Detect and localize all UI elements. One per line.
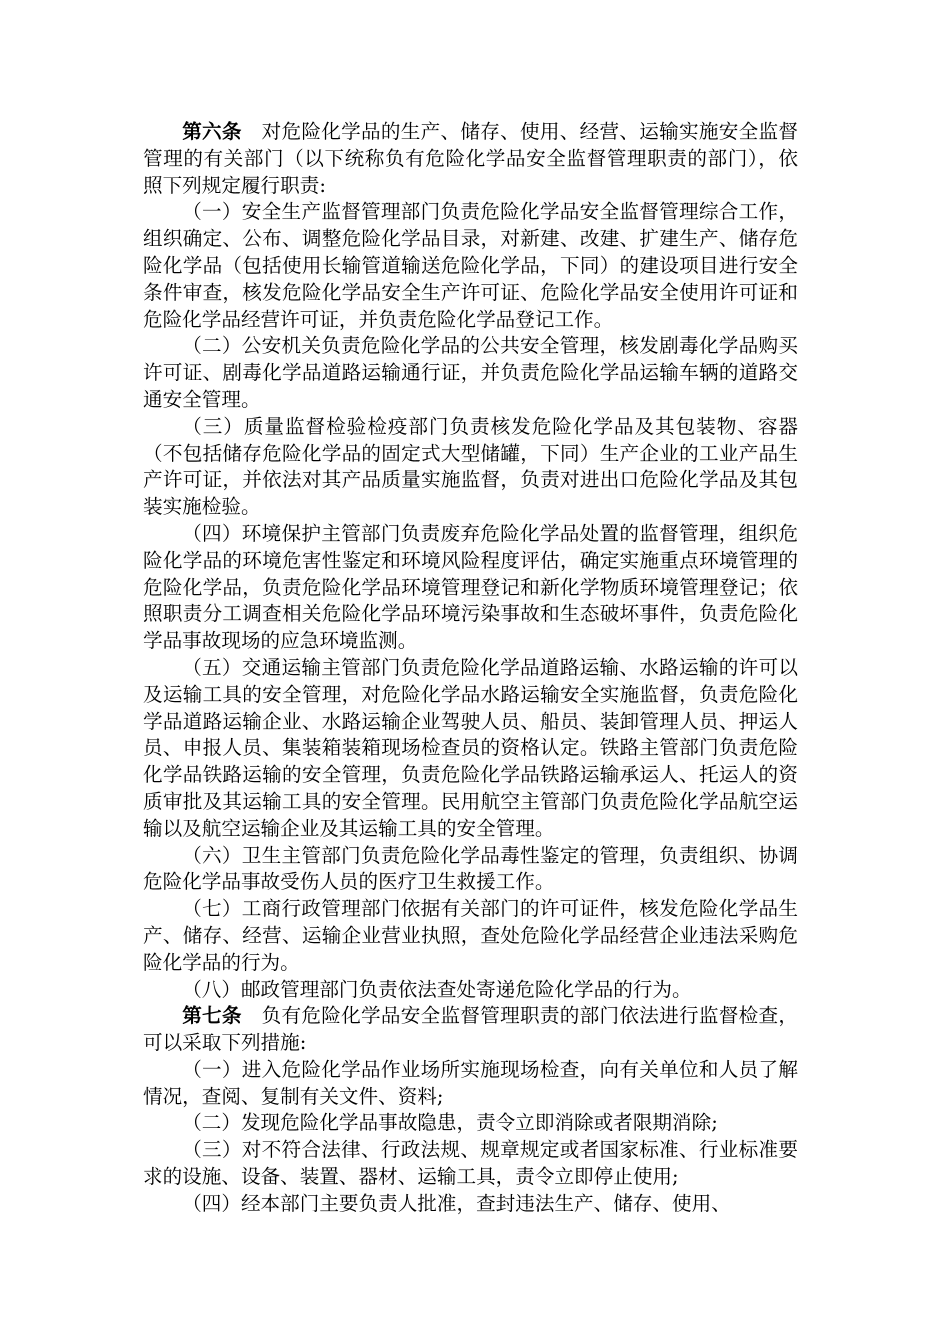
- article-7-item-1: （一）进入危险化学品作业场所实施现场检查，向有关单位和人员了解情况，查阅、复制有关文件、资料;: [143, 1057, 798, 1108]
- article-7-intro: [143, 1003, 798, 1057]
- article-6-item-7: （七）工商行政管理部门依据有关部门的许可证件，核发危险化学品生产、储存、经营、运输企业营业执照，查处危险化学品经营企业违法采购危险化学品的行为。: [143, 897, 798, 974]
- article-7-intro-text: 负有危险化学品安全监督管理职责的部门依法进行监督检查，可以采取下列措施:: [143, 1004, 799, 1055]
- article-7-item-4: （四）经本部门主要负责人批准，查封违法生产、储存、使用、: [182, 1191, 731, 1215]
- article-6-item-2: （二）公安机关负责危险化学品的公共安全管理，核发剧毒化学品购买许可证、剧毒化学品道路运输通行证，并负责危险化学品运输车辆的道路交通安全管理。: [143, 334, 798, 411]
- article-7-item-3: （三）对不符合法律、行政法规、规章规定或者国家标准、行业标准要求的设施、设备、装置、器材、运输工具，责令立即停止使用;: [143, 1138, 798, 1189]
- article-6-item-8: （八）邮政管理部门负责依法查处寄递危险化学品的行为。: [182, 977, 692, 1001]
- article-6-item-1: （一）安全生产监督管理部门负责危险化学品安全监督管理综合工作，组织确定、公布、调整危险化学品目录，对新建、改建、扩建生产、储存危险化学品（包括使用长输管道输送危险化学品，下同）的建设项目进行安全条件审查，核发危险化学品安全生产许可证、危险化学品安全使用许可证和危险化学品经营许可证，并负责危险化学品登记工作。: [143, 200, 798, 331]
- article-6-intro: [143, 119, 798, 199]
- article-6-label: 第六条: [182, 120, 242, 143]
- article-6-intro-text: 对危险化学品的生产、储存、使用、经营、运输实施安全监督管理的有关部门（以下统称负有危险化学品安全监督管理职责的部门），依照下列规定履行职责:: [143, 120, 799, 197]
- article-7-item-2: （二）发现危险化学品事故隐患，责令立即消除或者限期消除;: [182, 1111, 718, 1135]
- article-6-item-6: （六）卫生主管部门负责危险化学品毒性鉴定的管理，负责组织、协调危险化学品事故受伤人员的医疗卫生救援工作。: [143, 843, 798, 894]
- article-6-item-3: （三）质量监督检验检疫部门负责核发危险化学品及其包装物、容器（不包括储存危险化学品的固定式大型储罐，下同）生产企业的工业产品生产许可证，并依法对其产品质量实施监督，负责对进出口危险化学品及其包装实施检验。: [143, 414, 798, 519]
- article-6-item-5: （五）交通运输主管部门负责危险化学品道路运输、水路运输的许可以及运输工具的安全管理，对危险化学品水路运输安全实施监督，负责危险化学品道路运输企业、水路运输企业驾驶人员、船员、装卸管理人员、押运人员、申报人员、集装箱装箱现场检查员的资格认定。铁路主管部门负责危险化学品铁路运输的安全管理，负责危险化学品铁路运输承运人、托运人的资质审批及其运输工具的安全管理。民用航空主管部门负责危险化学品航空运输以及航空运输企业及其运输工具的安全管理。: [143, 655, 798, 840]
- article-7-label: 第七条: [182, 1004, 242, 1028]
- document-body: [143, 119, 798, 1218]
- article-6-item-4: （四）环境保护主管部门负责废弃危险化学品处置的监督管理，组织危险化学品的环境危害性鉴定和环境风险程度评估，确定实施重点环境管理的危险化学品，负责危险化学品环境管理登记和新化学物质环境管理登记；依照职责分工调查相关危险化学品环境污染事故和生态破坏事件，负责危险化学品事故现场的应急环境监测。: [143, 521, 798, 653]
